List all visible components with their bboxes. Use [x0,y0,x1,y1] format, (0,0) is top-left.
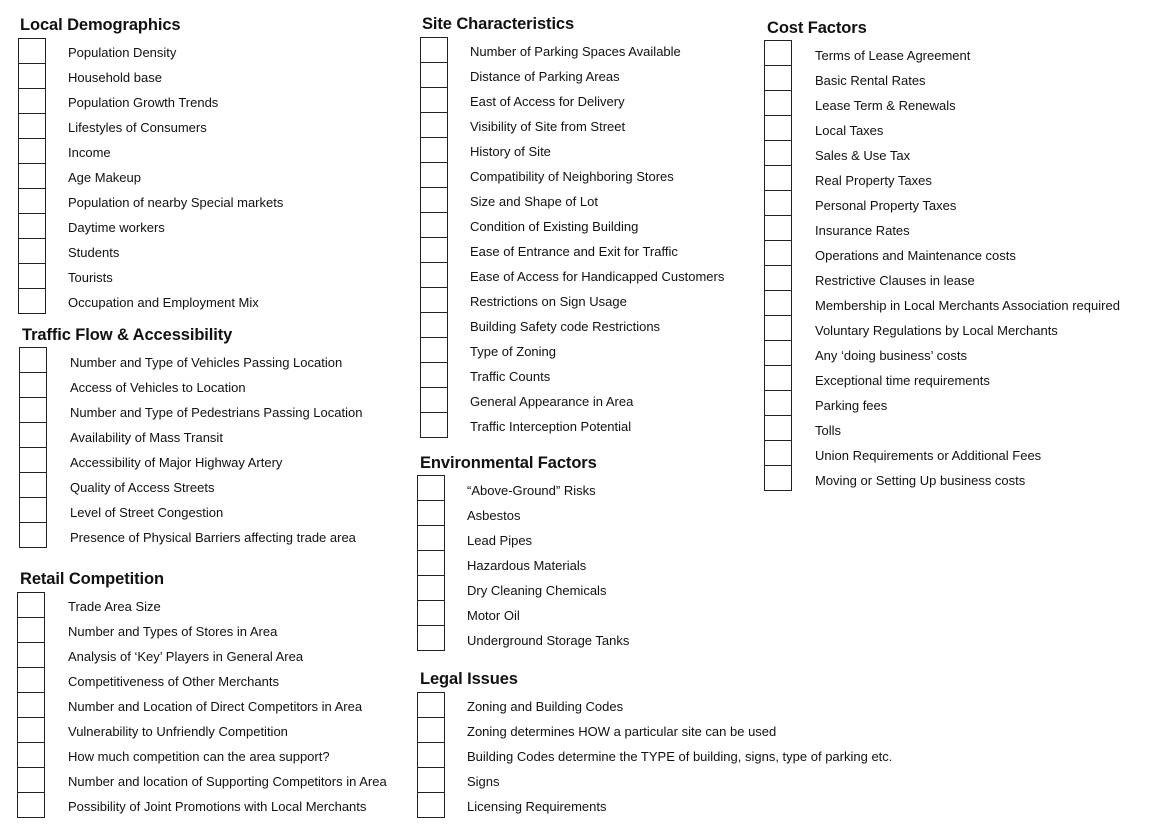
checkbox[interactable] [421,338,447,363]
checkbox[interactable] [19,164,45,189]
checklist-item-label: Ease of Entrance and Exit for Traffic [470,244,678,259]
checklist-item-label: Household base [68,70,162,85]
checkbox[interactable] [765,441,791,466]
section-title: Legal Issues [420,670,518,688]
checklist-item-label: Population Growth Trends [68,95,219,110]
checkbox[interactable] [421,363,447,388]
checklist-item-label: Number and location of Supporting Competitors in Area [68,774,387,789]
checkbox[interactable] [765,241,791,266]
checklist-item-label: Terms of Lease Agreement [815,48,971,63]
checkbox[interactable] [18,718,44,743]
checklist-item-label: Level of Street Congestion [70,505,224,520]
checkbox[interactable] [418,743,444,768]
checkbox[interactable] [421,413,447,438]
checkbox[interactable] [18,743,44,768]
checklist-item-label: Dry Cleaning Chemicals [467,583,607,598]
checklist-item-label: Population of nearby Special markets [68,195,284,210]
checkbox[interactable] [765,41,791,66]
checkbox[interactable] [765,191,791,216]
checklist-item-label: Building Safety code Restrictions [470,319,661,334]
checkbox[interactable] [421,213,447,238]
checklist-item-label: Hazardous Materials [467,558,587,573]
checklist-item-label: Presence of Physical Barriers affecting trade area [70,530,356,545]
checklist-item-label: Availability of Mass Transit [70,430,223,445]
checkbox[interactable] [418,601,444,626]
checklist-item-label: Local Taxes [815,123,884,138]
checkbox[interactable] [418,793,444,818]
checklist-item-label: Membership in Local Merchants Association required [815,298,1120,313]
checklist-item-label: How much competition can the area support? [68,749,330,764]
checkbox[interactable] [19,114,45,139]
checkbox[interactable] [20,523,46,548]
checkbox[interactable] [418,718,444,743]
checkbox[interactable] [19,139,45,164]
checklist-item-label: Restrictive Clauses in lease [815,273,975,288]
section-title: Cost Factors [767,19,867,37]
checklist-item-label: Sales & Use Tax [815,148,911,163]
checkbox[interactable] [20,398,46,423]
checklist-item-label: Size and Shape of Lot [470,194,598,209]
checkbox-column [417,475,445,651]
item-list [68,594,387,819]
checklist-item-label: Parking fees [815,398,888,413]
checkbox[interactable] [18,593,44,618]
checklist-item-label: Restrictions on Sign Usage [470,294,627,309]
checklist-item-label: Traffic Interception Potential [470,419,632,434]
checkbox-column [19,347,47,548]
checkbox[interactable] [765,216,791,241]
section-title: Traffic Flow & Accessibility [22,326,233,344]
checklist-item-label: Licensing Requirements [467,799,607,814]
checklist-item-label: Number and Type of Vehicles Passing Location [70,355,343,370]
checkbox-column [17,592,45,818]
checklist-item-label: Zoning determines HOW a particular site can be used [467,724,777,739]
checkbox[interactable] [421,288,447,313]
checkbox[interactable] [421,138,447,163]
checkbox[interactable] [421,263,447,288]
checklist-item-label: Vulnerability to Unfriendly Competition [68,724,288,739]
checkbox[interactable] [765,266,791,291]
item-list [467,694,892,819]
checklist-item-label: Personal Property Taxes [815,198,957,213]
checklist-item-label: Union Requirements or Additional Fees [815,448,1042,463]
checkbox[interactable] [765,391,791,416]
checkbox[interactable] [418,551,444,576]
checkbox[interactable] [418,501,444,526]
checklist-item-label: Population Density [68,45,177,60]
checklist-item-label: Building Codes determine the TYPE of building, signs, type of parking etc. [467,749,893,764]
checkbox[interactable] [765,291,791,316]
item-list [70,350,362,550]
checkbox[interactable] [421,188,447,213]
checklist-item-label: Possibility of Joint Promotions with Local Merchants [68,799,367,814]
checkbox-column [420,37,448,438]
checklist-item-label: Operations and Maintenance costs [815,248,1016,263]
checkbox[interactable] [765,466,791,491]
checkbox[interactable] [19,214,45,239]
checklist-item-label: Lifestyles of Consumers [68,120,207,135]
checkbox[interactable] [765,316,791,341]
checklist-item-label: Traffic Counts [470,369,551,384]
checklist-item-label: Access of Vehicles to Location [70,380,246,395]
checklist-item-label: Trade Area Size [68,599,161,614]
checklist-item-label: Age Makeup [68,170,141,185]
checkbox-column [417,692,445,818]
checkbox[interactable] [421,163,447,188]
checklist-item-label: Voluntary Regulations by Local Merchants [815,323,1058,338]
checklist-item-label: Asbestos [467,508,521,523]
checkbox[interactable] [418,526,444,551]
checklist-item-label: Accessibility of Major Highway Artery [70,455,283,470]
checklist-item-label: Exceptional time requirements [815,373,990,388]
checkbox[interactable] [19,264,45,289]
checklist-item-label: Tourists [68,270,113,285]
checkbox[interactable] [18,768,44,793]
checkbox[interactable] [19,64,45,89]
checkbox[interactable] [20,348,46,373]
checkbox[interactable] [421,38,447,63]
checklist-item-label: Visibility of Site from Street [470,119,626,134]
checkbox[interactable] [18,643,44,668]
checkbox[interactable] [20,448,46,473]
item-list [470,39,724,439]
checkbox[interactable] [18,693,44,718]
checkbox[interactable] [421,63,447,88]
checklist-item-label: Competitiveness of Other Merchants [68,674,279,689]
checklist-item-label: Number and Location of Direct Competitors in Area [68,699,363,714]
checkbox[interactable] [765,366,791,391]
section-title: Environmental Factors [420,454,597,472]
item-list [467,478,629,653]
checkbox[interactable] [19,39,45,64]
checkbox[interactable] [765,91,791,116]
checkbox[interactable] [765,116,791,141]
checklist-item-label: Occupation and Employment Mix [68,295,259,310]
checklist-item-label: Compatibility of Neighboring Stores [470,169,674,184]
checkbox[interactable] [765,166,791,191]
checklist-item-label: Zoning and Building Codes [467,699,624,714]
section-title: Local Demographics [20,16,181,34]
item-list [68,40,283,315]
checklist-item-label: Distance of Parking Areas [470,69,620,84]
checkbox[interactable] [418,626,444,651]
checkbox-column [18,38,46,314]
checkbox[interactable] [421,238,447,263]
checkbox[interactable] [421,88,447,113]
checklist-item-label: Basic Rental Rates [815,73,926,88]
checkbox[interactable] [418,576,444,601]
checklist-item-label: Condition of Existing Building [470,219,639,234]
checkbox[interactable] [19,189,45,214]
checklist-item-label: Moving or Setting Up business costs [815,473,1026,488]
checklist-item-label: Analysis of ‘Key’ Players in General Area [68,649,304,664]
checklist-item-label: East of Access for Delivery [470,94,625,109]
checklist-item-label: Ease of Access for Handicapped Customers [470,269,725,284]
checklist-item-label: Daytime workers [68,220,165,235]
checkbox[interactable] [19,239,45,264]
checklist-item-label: History of Site [470,144,551,159]
checkbox[interactable] [765,341,791,366]
checklist-item-label: Number and Type of Pedestrians Passing Location [70,405,363,420]
checklist-item-label: General Appearance in Area [470,394,634,409]
checkbox[interactable] [20,373,46,398]
checkbox[interactable] [18,618,44,643]
checkbox[interactable] [18,793,44,818]
checkbox[interactable] [20,423,46,448]
checklist-item-label: Quality of Access Streets [70,480,215,495]
checklist-item-label: Tolls [815,423,842,438]
checkbox[interactable] [765,416,791,441]
checklist-item-label: Income [68,145,111,160]
checklist-item-label: Lead Pipes [467,533,533,548]
checklist-item-label: Underground Storage Tanks [467,633,630,648]
checkbox[interactable] [20,498,46,523]
checkbox[interactable] [765,66,791,91]
checkbox[interactable] [421,388,447,413]
checkbox-column [764,40,792,491]
checklist-item-label: Real Property Taxes [815,173,932,188]
checkbox[interactable] [765,141,791,166]
checkbox[interactable] [418,476,444,501]
checklist-item-label: Any ‘doing business’ costs [815,348,967,363]
checklist-item-label: Lease Term & Renewals [815,98,956,113]
checklist-item-label: Type of Zoning [470,344,556,359]
checklist-item-label: Students [68,245,120,260]
checkbox[interactable] [19,89,45,114]
checkbox[interactable] [18,668,44,693]
checkbox[interactable] [421,113,447,138]
checklist-item-label: Insurance Rates [815,223,910,238]
checkbox[interactable] [418,693,444,718]
section-title: Site Characteristics [422,15,575,33]
checklist-item-label: Signs [467,774,500,789]
checkbox[interactable] [20,473,46,498]
checklist-item-label: “Above-Ground” Risks [467,483,596,498]
checklist-item-label: Motor Oil [467,608,520,623]
checkbox[interactable] [418,768,444,793]
checklist-item-label: Number of Parking Spaces Available [470,44,681,59]
checkbox[interactable] [19,289,45,314]
item-list [815,43,1120,493]
checkbox[interactable] [421,313,447,338]
section-title: Retail Competition [20,570,164,588]
checklist-item-label: Number and Types of Stores in Area [68,624,278,639]
